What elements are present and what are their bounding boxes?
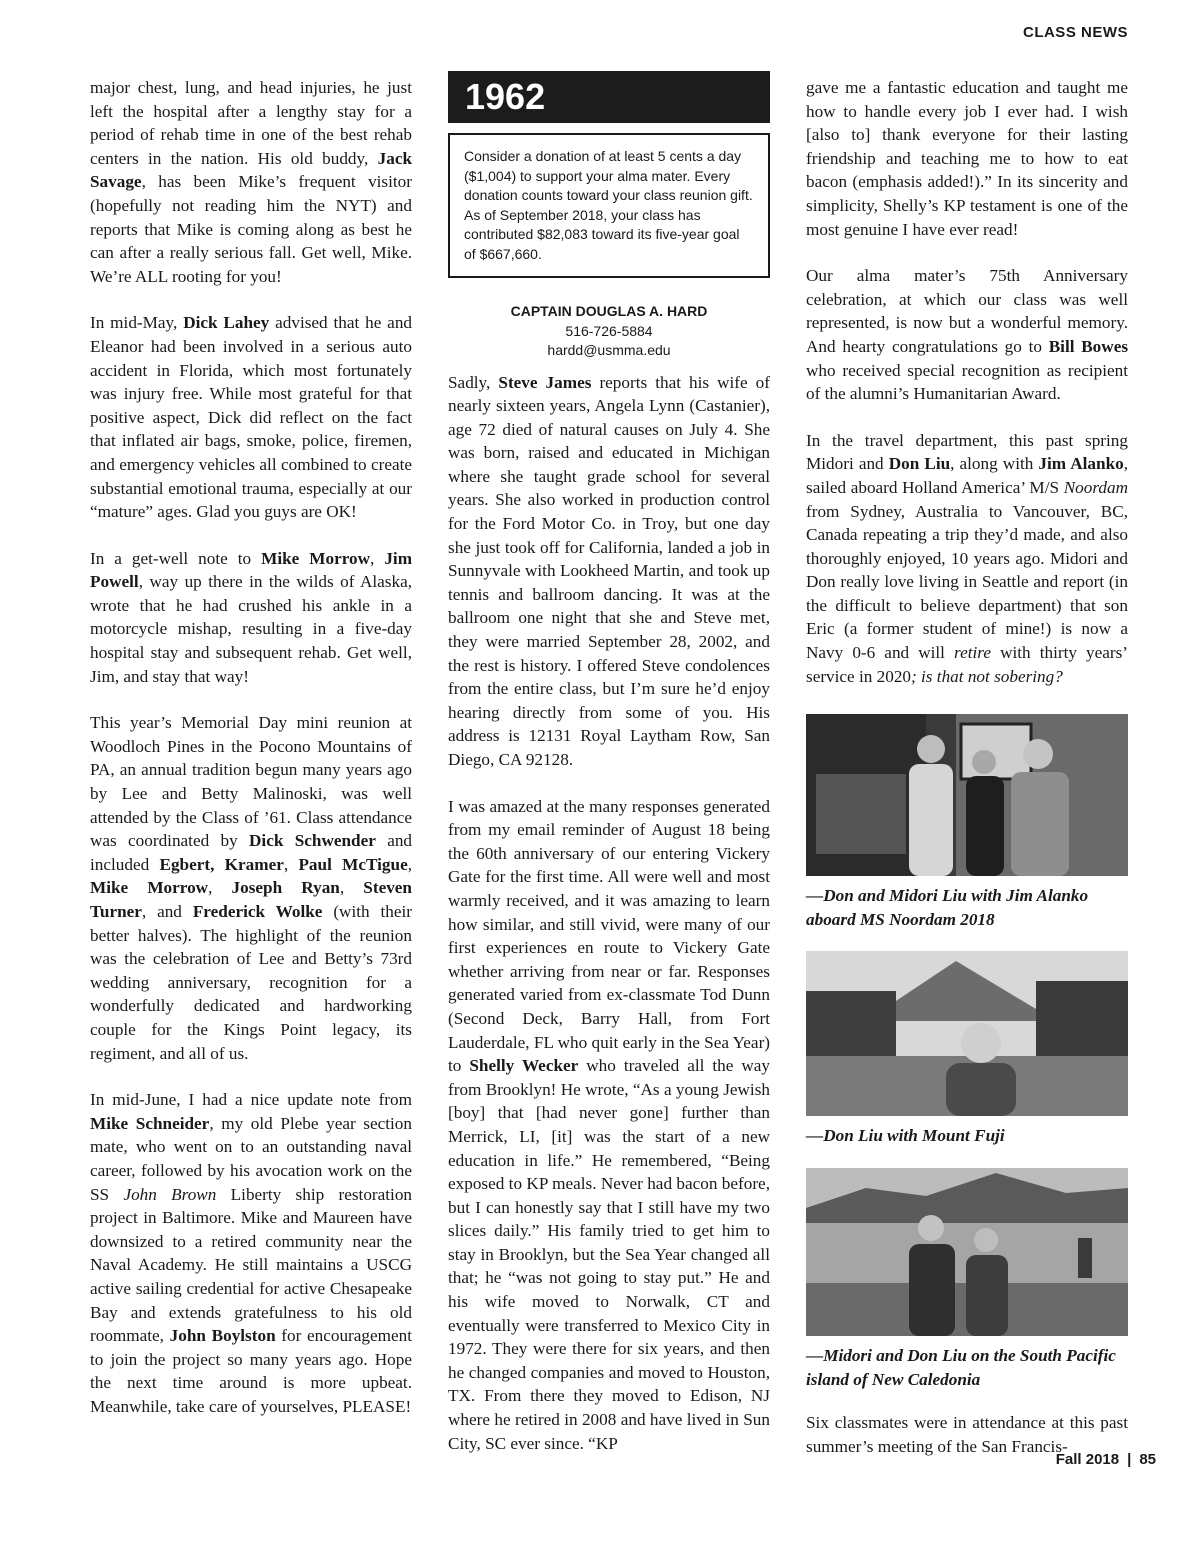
correspondent-email[interactable]: hardd@usmma.edu: [547, 342, 671, 358]
photo-fuji-image: [806, 951, 1128, 1116]
paragraph: Sadly, Steve James reports that his wife of nearly sixteen years, Angela Lynn (Castanier), age 72 died of natural causes on July 4. She was born, raised and educated in Michigan where she taught grade school for several years. She also worked in production control for the Ford Motor Co. in Troy, but one day she just took off for California, landed a job in Sunnyvale with Lookheed Martin, and took up tennis and ballroom dancing. It was at the ballroom one night that she and Steve met, they were married September 28, 2002, and the rest is history. I offered Steve condolences from the entire class, but I’m sure he’d enjoy hearing directly from some of you. His address is 12131 Royal Laytham Row, San Diego, CA 92128.: [448, 372, 771, 769]
photo-noordam-image: [806, 714, 1128, 876]
paragraph: I was amazed at the many responses generated from my email reminder of August 18 being the 60th anniversary of our entering Vickery Gate for the first time. All were well and most warmly received, and it was amazing to learn how similar, and still vivid, were many of our first experiences en route to Vickery Gate whether arriving from near or far. Responses generated varied from ex-classmate Tod Dunn (Second Deck, Barry Hall, from Fort Lauderdale, FL who quit early in the Sea Year) to Shelly Wecker who traveled all the way from Brooklyn! He wrote, “As a young Jewish [boy] that [had never gone] further than Merrick, LI, [it] was the start of a new education in life.” He remembered, “Being exposed to KP meals. Never had bacon before, but I can honestly say that I still have my two slices daily.” His family tried to get him to stay in Brooklyn, but the Sea Year changed all that; he “was not going to stay put.” He and his wife moved to Norwalk, CT and eventually were transferred to Mexico City in 1972. They were there for six years, and then he changed companies and moved to Houston, TX. From there they moved to Edison, NJ where he retired in 2008 and have lived in Sun City, SC ever since. “KP: [448, 796, 771, 1453]
correspondent-phone: 516-726-5884: [565, 322, 653, 339]
photo-new-caledonia-image: [806, 1168, 1128, 1336]
column-1: [90, 76, 412, 1441]
paragraph: gave me a fantastic education and taught me how to handle every job I ever had. I wish [also to] thank everyone for their lasting friendship and teaching me to how to eat bacon (emphasis added!).” In its sincerity and simplicity, Shelly’s KP testament is one of the most genuine I have ever read!: [806, 78, 1128, 239]
paragraph: In the travel department, this past spring Midori and Don Liu, along with Jim Alanko, sailed aboard Holland America’ M/S Noordam from Sydney, Australia to Vancouver, BC, Canada repeating a trip they’d made, and also thoroughly enjoyed, 10 years ago. Midori and Don really love living in Seattle and report (in the difficult to believe department) that son Eric (a former student of mine!) is now a Navy 0-6 and will retire with thirty years’ service in 2020; is that not sobering?: [806, 430, 1129, 686]
donation-box: Consider a donation of at least 5 cents a day ($1,004) to support your alma mater. Every donation counts toward your class reunion gift. As of September 2018, your class has contributed $82,083 toward its five-year goal of $667,660.: [448, 133, 770, 278]
photo-caption: —Don Liu with Mount Fuji: [806, 1126, 1005, 1146]
correspondent-name: CAPTAIN DOUGLAS A. HARD: [510, 303, 708, 319]
paragraph: Our alma mater’s 75th Anniversary celebration, at which our class was well represented, is now but a wonderful memory. And hearty congratulations go to Bill Bowes who received special recognition as recipient of the alumni’s Humanitarian Award.: [806, 266, 1129, 404]
footer-separator: |: [1127, 1451, 1132, 1468]
paragraph: major chest, lung, and head injuries, he just left the hospital after a lengthy stay for a period of rehab time in one of the best rehab centers in the nation. His old buddy, Jack Savage, has been Mike’s frequent visitor (hopefully not reading him the NYT) and reports that Mike is coming along as best he can after a really serious fall. Get well, Mike. We’re ALL rooting for you!: [90, 78, 413, 286]
photo-caption: —Midori and Don Liu on the South Pacific island of New Caledonia: [806, 1346, 1116, 1389]
photo-noordam: [806, 714, 1128, 876]
photo-new-caledonia: [806, 1168, 1128, 1336]
class-year-heading: 1962: [448, 71, 770, 123]
paragraph: This year’s Memorial Day mini reunion at Woodloch Pines in the Pocono Mountains of PA, an annual tradition begun many years ago by Lee and Betty Malinoski, was well attended by the Class of ’61. Class attendance was coordinated by Dick Schwender and included Egbert, Kramer, Paul McTigue, Mike Morrow, Joseph Ryan, Steven Turner, and Frederick Wolke (with their better halves). The highlight of the reunion was the celebration of Lee and Betty’s 73rd wedding anniversary, recognition for a wonderfully dedicated and hardworking couple for the Kings Point legacy, its regiment, and all of us.: [90, 713, 413, 1063]
paragraph: In a get-well note to Mike Morrow, Jim Powell, way up there in the wilds of Alaska, wrote that he had crushed his ankle in a motorcycle mishap, resulting in a five-day hospital stay and subsequent rehab. Get well, Jim, and stay that way!: [90, 548, 413, 686]
column-3: [806, 76, 1128, 1481]
paragraph: In mid-June, I had a nice update note from Mike Schneider, my old Plebe year section mate, who went on to an outstanding naval career, followed by his avocation work on the SS John Brown Liberty ship restoration project in Baltimore. Mike and Maureen have downsized to a retired community near the Naval Academy. He still maintains a USCG active sailing credential for active Chesapeake Bay and extends gratefulness to his old roommate, John Boylston for encouragement to join the project so many years ago. Hope the next time around is more upbeat. Meanwhile, take care of yourselves, PLEASE!: [90, 1090, 413, 1416]
page-number: 85: [1139, 1451, 1156, 1468]
column-2: [448, 76, 770, 1478]
issue-label: Fall 2018: [1055, 1451, 1120, 1468]
class-correspondent: [448, 302, 770, 361]
paragraph: In mid-May, Dick Lahey advised that he and Eleanor had been involved in a serious auto accident in Florida, which most fortunately was injury free. While most grateful for that positive aspect, Dick did reflect on the fact that inflated air bags, smoke, police, firemen, and emergency vehicles all combined to create substantial emotional trauma, especially at our “mature” ages. Glad you guys are OK!: [90, 313, 413, 522]
paragraph: Six classmates were in attendance at this past summer’s meeting of the San Francis-: [806, 1413, 1128, 1456]
photo-caption: —Don and Midori Liu with Jim Alanko aboard MS Noordam 2018: [806, 886, 1089, 929]
photo-fuji: [806, 951, 1128, 1116]
section-label: CLASS NEWS: [1022, 24, 1128, 41]
page-footer: [1056, 1451, 1156, 1468]
